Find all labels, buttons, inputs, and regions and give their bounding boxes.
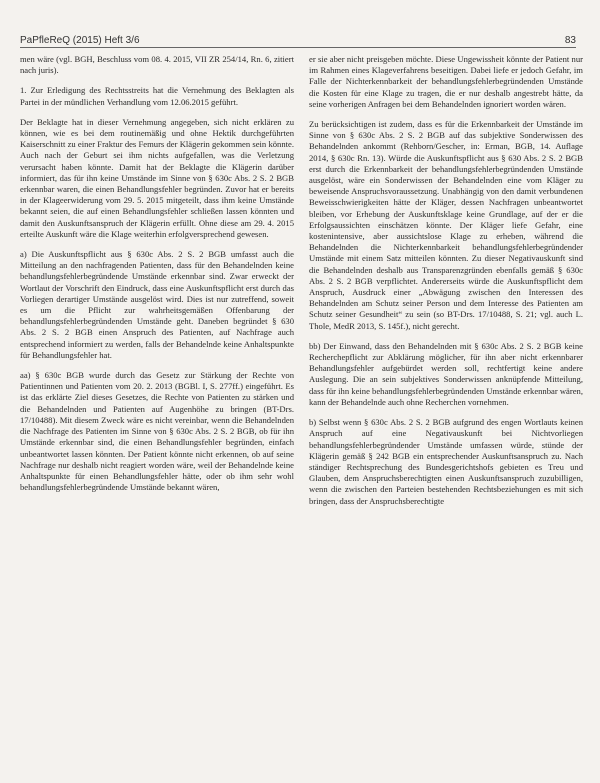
header-rule — [20, 47, 576, 48]
right-column — [309, 54, 583, 516]
paragraph: 1. Zur Erledigung des Rechtsstreits hat die Vernehmung des Beklagten als Partei in der mündlichen Verhandlung vom 12.06.2015 geführt. — [20, 85, 294, 107]
paragraph: er sie aber nicht preisgeben möchte. Diese Ungewissheit könnte der Patient nur im Rahmen eines Klageverfahrens beseitigen. Dabei liefe er jedoch Gefahr, im Falle der Nichterkennbarkeit der behandlungsfehlerbegründenden Umstände die Kosten für eine Klage zu tragen, die er nur deshalb angestrebt hätte, da seine vorherigen Anfragen bei dem Behandelnden ignoriert worden wären. — [309, 54, 583, 109]
paragraph: Der Beklagte hat in dieser Vernehmung angegeben, sich nicht erklären zu können, wie es bei dem routinemäßig und ohne Hektik durchgeführten Kaiserschnitt zu einer Fraktur des Femurs der Klägerin gekommen sein könnte. Auch nach der Geburt sei ihm nichts aufgefallen, was die Verletzung verursacht haben könnte. Damit hat der Beklagte die Klägerin darüber informiert, das für ihn keine Umstände im Sinne von § 630c Abs. 2 S. 2 BGB erkennbar waren, die einen Behandlungsfehler begründen. Zuvor hat er bereits in der Klageerwiderung vom 29. 5. 2015 mitgeteilt, dass ihm keine Umstände bekannt seien, die auf einen Behandlungsfehler schließen lassen könnten und damit den Auskunftsanspruch der Klägerin erfüllt. Ohne diese am 29. 4. 2015 erteilte Auskunft wäre die Klage weiterhin erfolgversprechend gewesen. — [20, 116, 294, 239]
page-number: 83 — [564, 35, 576, 46]
left-column — [20, 54, 294, 502]
paragraph: men wäre (vgl. BGH, Beschluss vom 08. 4. 2015, VII ZR 254/14, Rn. 6, zitiert nach juris). — [20, 54, 294, 76]
paragraph: bb) Der Einwand, dass den Behandelnden mit § 630c Abs. 2 S. 2 BGB keine Recherchepflicht zur Abklärung möglicher, für ihn aber nicht erkennbarer Behandlungsfehler aufgebürdet werden soll, rechtfertigt keine andere Auslegung. Die an sein subjektives Sonderwissen anknüpfende Mitteilung, dass für ihn keine behandlungsfehlerbegründenden Umstände erkennbar wären, kann der Behandelnde auch ohne Recherchen vornehmen. — [309, 340, 583, 407]
running-header — [20, 30, 576, 46]
journal-citation: PaPfleReQ (2015) Heft 3/6 — [20, 35, 140, 46]
paragraph: a) Die Auskunftspflicht aus § 630c Abs. 2 S. 2 BGB umfasst auch die Mitteilung an den nachfragenden Patienten, dass für den Behandelnden keine behandlungsfehlerbegründende Umstände erkennbar sind. Zwar erweckt der Wortlaut der Vorschrift den Eindruck, dass eine Auskunftspflicht erst durch das Vorliegen derartiger Umstände ausgelöst wird. Dies ist nur zutreffend, soweit es um die Pflicht zur wahrheitsgemäßen Offenbarung der behandlungsfehlerbegründenden Umstände geht. Daneben begründet § 630 Abs. 2 S. 2 BGB einen Anspruch des Patienten, auf Nachfrage auch entsprechend informiert zu werden, falls der Behandelnde keine Anhaltspunkte für Behandlungsfehler hat. — [20, 249, 294, 360]
paragraph: aa) § 630c BGB wurde durch das Gesetz zur Stärkung der Rechte von Patientinnen und Patienten vom 20. 2. 2013 (BGBl. I, S. 277ff.) eingeführt. Es ist das erklärte Ziel dieses Gesetzes, die Rechte von Patienten zu stärken und die Behandelnden und Patienten auf Augenhöhe zu bringen (BT-Drs. 17/10488). Mit diesem Zweck wäre es nicht vereinbar, wenn die Behandelnden die Nachfrage des Patienten im Sinne von § 630c Abs. 2 S. 2 BGB, ob für ihn Umstände erkennbar sind, die einen Behandlungsfehler begründen, einfach unbeantwortet lassen könnten. Der Patient könnte nicht erkennen, ob auf seine Nachfrage nur deshalb nicht reagiert worden wäre, weil der Behandelnde keine Anhaltspunkte für einen Behandlungsfehler hätte, oder ob ihm sehr wohl behandlungsfehlerbegründende Umstände bekannt wären, — [20, 370, 294, 493]
paragraph: b) Selbst wenn § 630c Abs. 2 S. 2 BGB aufgrund des engen Wortlauts keinen Anspruch auf eine Negativauskunft bei Nichtvorliegen behandlungsfehlerbegründender Umstände umfassen würde, stünde der Klägerin gemäß § 242 BGB ein entsprechender Auskunftsanspruch zu. Nach ständiger Rechtsprechung des Bundesgerichtshofs gebieten es Treu und Glauben, dem Anspruchsberechtigten einen Auskunftsanspruch zuzubilligen, wenn die zwischen den Parteien bestehenden Rechtsbeziehungen es mit sich bringen, dass der Anspruchsberechtigte — [309, 417, 583, 506]
paragraph: Zu berücksichtigen ist zudem, dass es für die Erkennbarkeit der Umstände im Sinne von § 630c Abs. 2 S. 2 BGB auf das subjektive Sonderwissen des Behandelnden ankommt (Rehborn/Gescher, in: Erman, BGB, 14. Auflage 2014, § 630c Rn. 13). Würde die Auskunftspflicht aus § 630 Abs. 2 S. 2 BGB erst durch die Erkennbarkeit der behandlungsfehlerbegründenden Umstände ausgelöst, wäre ein Sonderwissen der Behandelnden eine vom Kläger zu beweisende Anspruchsvoraussetzung. Unabhängig von den damit verbundenen Beweisschwierigkeiten hätte der Kläger, dessen Nachfragen unbeantwortet bleiben, vor Erhebung der Auskunftsklage keine Grundlage, auf der er die Erfolgsaussichten einschätzen könnte. Der Kläger liefe Gefahr, eine kostenintensive, aber aussichtslose Klage zu erheben, während die Behandelnden die Nichterkennbarkeit behandlungsfehlerbegründender Umstände mit einem Satz mitteilen könnten. Zu dieser Negativauskunft sind die Behandelnden deshalb aus Transparenzgründen ebenfalls gemäß § 630c Abs. 2 S. 2 BGB verpflichtet. Andererseits würde die Auskunftspflicht dem Anspruch, Ausdruck einer „Abwägung zwischen den Interessen des Behandelnden am Schutz seiner Person und dem Interesse des Patienten am Schutz seiner Gesundheit“ zu sein (so BT-Drs. 17/10488, S. 21; vgl. auch L. Thole, MedR 2013, S. 145f.), nicht gerecht. — [309, 119, 583, 331]
